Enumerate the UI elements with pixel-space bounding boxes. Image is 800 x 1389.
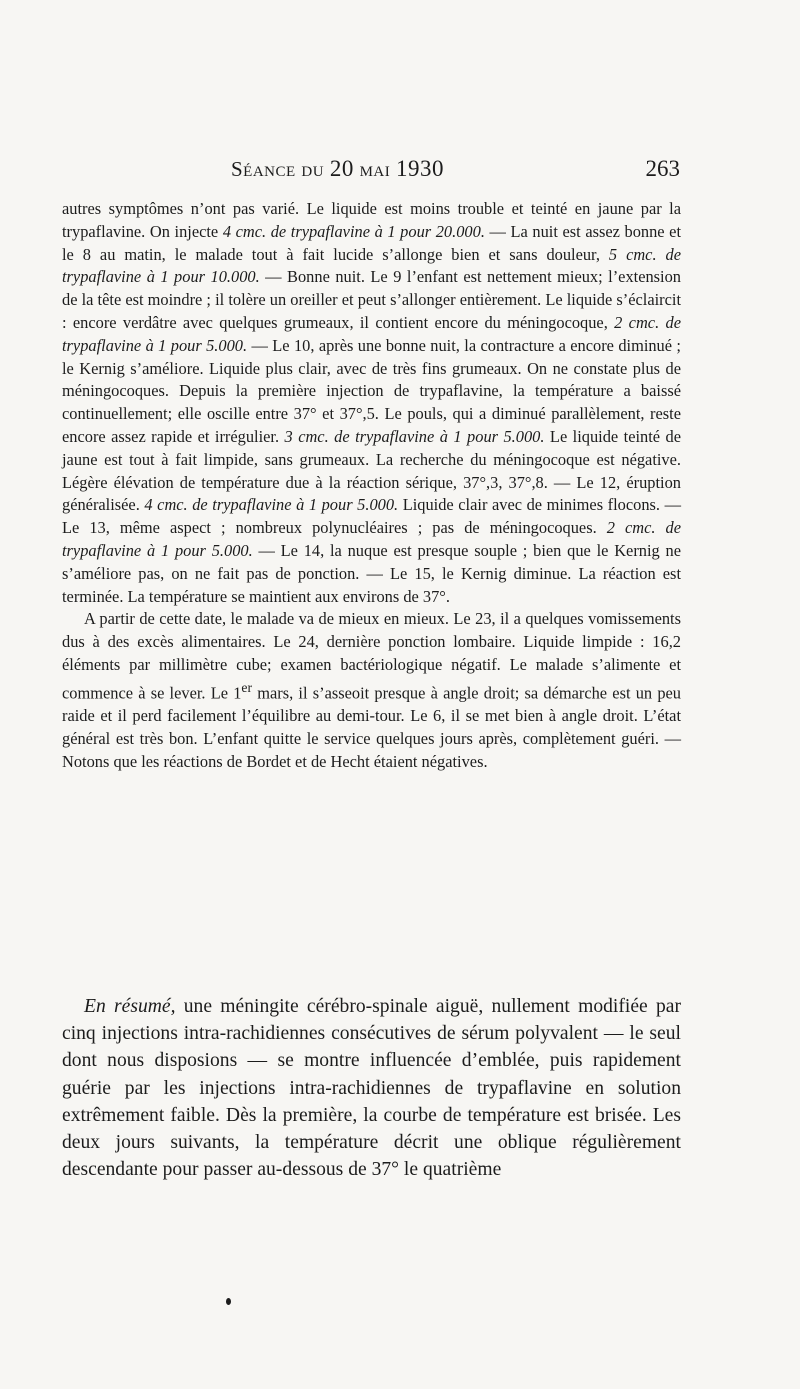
text-run: A partir de cette date, le malade va de mieux en mieux. Le 23, il a quelques vomissements dus à des excès alimentaires. Le 24, dernière ponction lombaire. Liquide limpide : 16,2 éléments par millimètre cube; examen bactériologique négatif. Le malade s’alimente et commence à se lever. Le 1 (62, 609, 681, 703)
text-run: Le liquide teinté de jaune est tout à fait limpide, sans grumeaux. La recherche du méningocoque est négative. Légère élévation de température due à la réaction sérique, 37°,3, 37°,8. — Le 12, éruption généralisée. (62, 426, 682, 515)
text-run: autres symptômes n’ont pas varié. Le liquide est moins trouble et teinté en jaune par la trypaflavine. On injecte (62, 199, 681, 241)
text-run: — La nuit est assez bonne et le 8 au matin, le malade tout à fait lucide s’allonge bien et sans douleur, (62, 221, 681, 264)
title-prefix: Séance du (231, 157, 330, 181)
running-title (231, 156, 444, 182)
summary-lead: En résumé, (84, 996, 176, 1017)
page-number: 263 (645, 156, 680, 181)
text-run: — Le 10, après une bonne nuit, la contracture a encore diminué ; le Kernig s’améliore. Liquide plus clair, avec de très fins grumeaux. On ne constate plus de méningocoques. Depuis la première injection de trypaflavine, la température a baissé continuellement; elle oscille entre 37° et 37°,5. Le pouls, qui a diminué parallèlement, reste encore assez rapide et irrégulier. (62, 335, 681, 446)
case-report-body (62, 198, 681, 773)
summary-body (62, 993, 681, 1183)
dose-text: 4 cmc. de trypaflavine à 1 pour 5.000. (144, 495, 399, 515)
dose-text: 3 cmc. de trypaflavine à 1 pour 5.000. (284, 426, 545, 446)
text-run: une méningite cérébro-spinale aiguë, nullement modifiée par cinq injections intra-rachidiennes consécutives de sérum polyvalent — le seul dont nous disposions — se montre influencée d’emblée, puis rapidement guérie par les injections intra-rachidiennes de trypaflavine en solution extrêmement faible. Dès la première, la courbe de température est brisée. Les deux jours suivants, la température décrit une oblique régulièrement descendante pour passer au-dessous de 37° le quatrième (62, 996, 681, 1181)
dose-text: 2 cmc. de trypaflavine à 1 pour 5.000. (62, 518, 681, 560)
title-month: mai (353, 157, 397, 181)
signature-mark (226, 1298, 231, 1305)
paragraph-case-continuation (62, 198, 681, 608)
title-day: 20 (329, 156, 354, 181)
paragraph-recovery (62, 608, 681, 773)
dose-text: 4 cmc. de trypaflavine à 1 pour 20.000. (222, 221, 485, 241)
superscript: er (241, 679, 253, 695)
text-run: Liquide clair avec de minimes flocons. — Le 13, même aspect ; nombreux polynucléaires ; pas de méningocoques. (62, 495, 681, 538)
title-year: 1930 (396, 156, 445, 181)
paragraph-summary (62, 993, 681, 1183)
page-header (63, 152, 680, 186)
text-run: mars, il s’asseoit presque à angle droit; sa démarche est un peu raide et il perd facilement l’équilibre au demi-tour. Le 6, il se met bien à angle droit. L’état général est très bon. L’enfant quitte le service quelques jours après, complètement guéri. — Notons que les réactions de Bordet et de Hecht étaient négatives. (62, 683, 681, 771)
dose-text: 5 cmc. de trypaflavine à 1 pour 10.000. (62, 244, 681, 287)
dose-text: 2 cmc. de trypaflavine à 1 pour 5.000. (62, 312, 681, 355)
text-run: — Bonne nuit. Le 9 l’enfant est nettement mieux; l’extension de la tête est moindre ; il tolère un oreiller et peut s’allonger entièrement. Le liquide s’éclaircit : encore verdâtre avec quelques grumeaux, il contient encore du méningocoque, (62, 267, 681, 332)
text-run: — Le 14, la nuque est presque souple ; bien que le Kernig ne s’améliore pas, on ne fait pas de ponction. — Le 15, le Kernig diminue. La réaction est terminée. La température se maintient aux environs de 37°. (62, 540, 681, 606)
